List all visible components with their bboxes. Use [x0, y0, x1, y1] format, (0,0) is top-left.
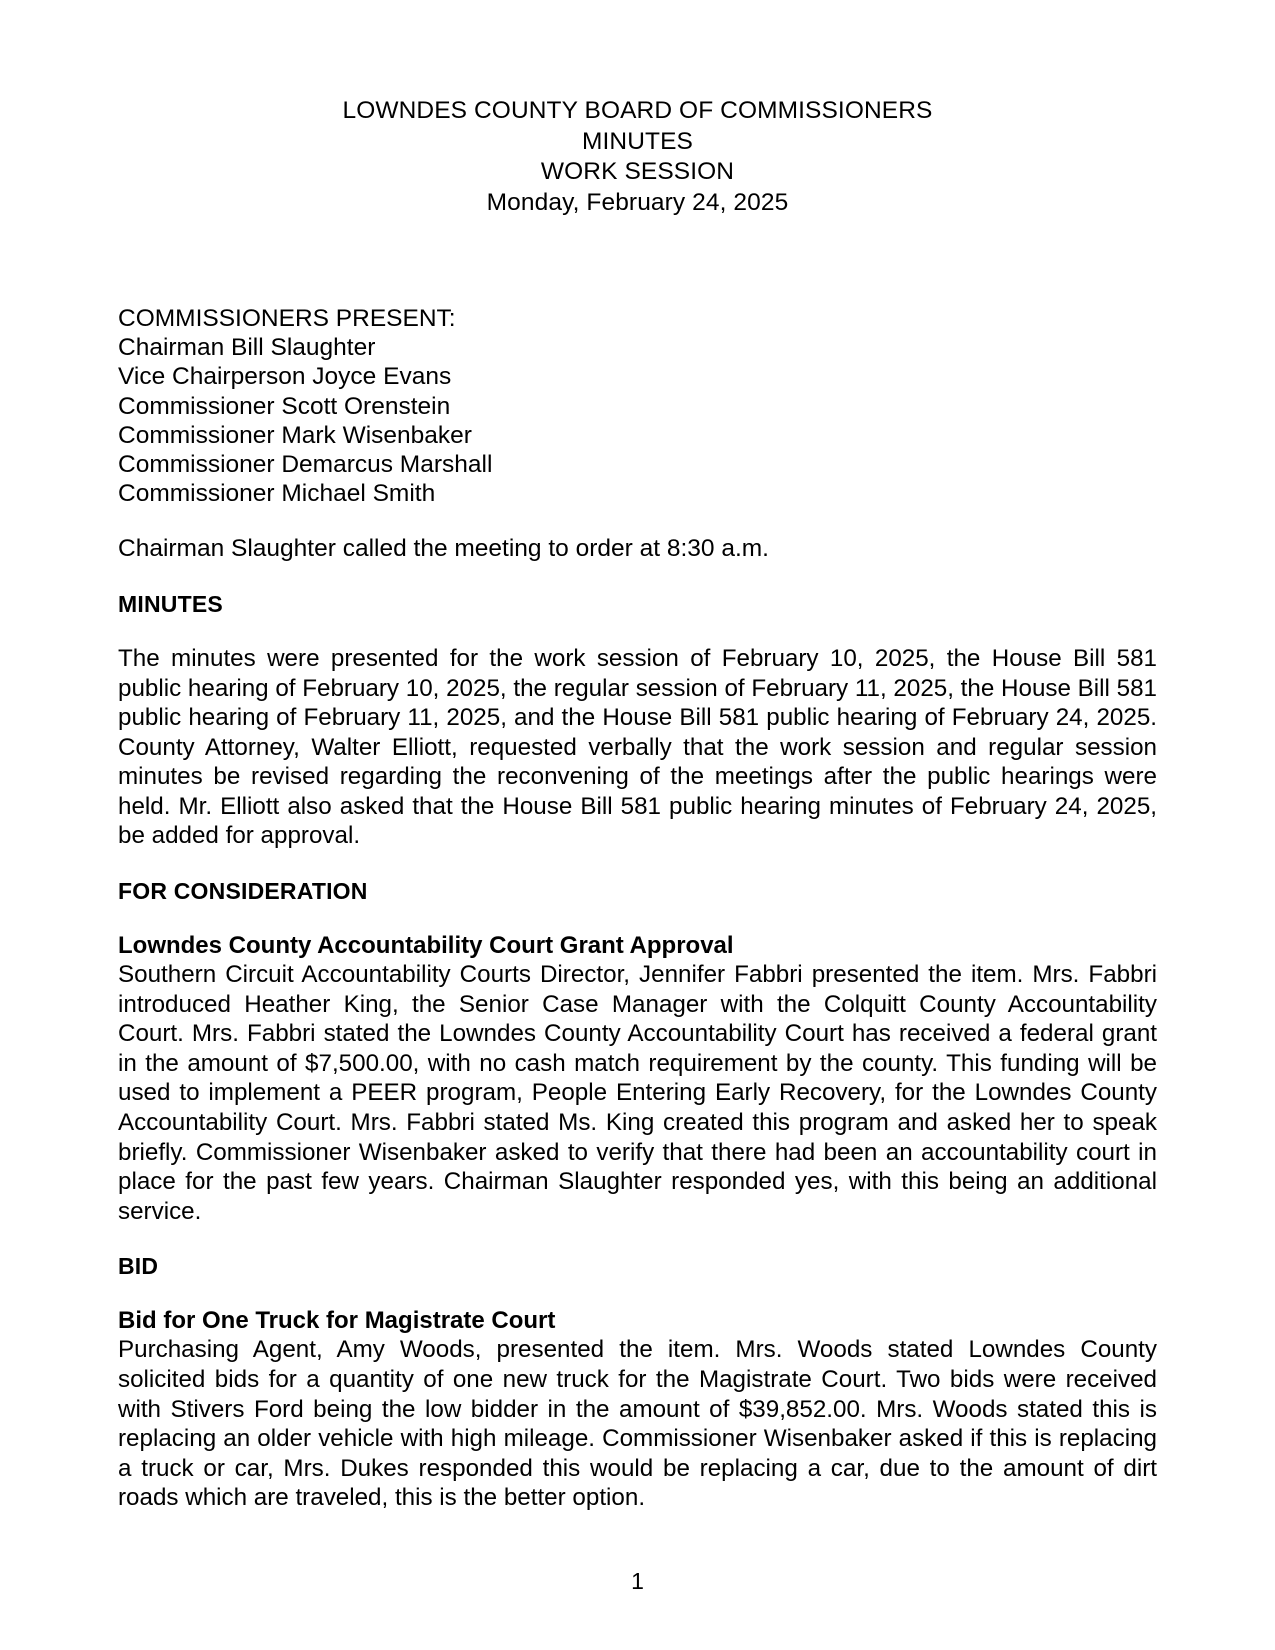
commissioner-entry: Commissioner Mark Wisenbaker — [118, 421, 472, 449]
page-number: 1 — [631, 1568, 644, 1594]
consideration-bid-spacer — [118, 1226, 1157, 1252]
commissioner-entry: Vice Chairperson Joyce Evans — [118, 363, 452, 391]
commissioners-present-block — [118, 304, 1157, 508]
commissioner-entry: Commissioner Scott Orenstein — [118, 392, 451, 420]
commissioner-entry: Chairman Bill Slaughter — [118, 334, 376, 362]
item-paragraph-bid-one-truck: Purchasing Agent, Amy Woods, presented the item. Mrs. Woods stated Lowndes County solicited bids for a quantity of one new truck for the Magistrate Court. Two bids were received with Stivers Ford being the low bidder in the amount of $39,852.00. Mrs. Woods stated this is replacing an older vehicle with high mileage. Commissioner Wisenbaker asked if this is replacing a truck or car, Mrs. Dukes responded this would be replacing a car, due to the amount of dirt roads which are traveled, this is the better option. — [118, 1336, 1157, 1512]
header-title-line-2: MINUTES — [582, 127, 693, 155]
call-to-order-line: Chairman Slaughter called the meeting to order at 8:30 a.m. — [118, 535, 769, 563]
commissioner-entry: Commissioner Michael Smith — [118, 480, 436, 508]
item-title-bid-one-truck: Bid for One Truck for Magistrate Court — [118, 1307, 556, 1335]
section-heading-for-consideration: FOR CONSIDERATION — [118, 878, 368, 905]
commissioner-entry: Commissioner Demarcus Marshall — [118, 451, 493, 479]
section-heading-minutes: MINUTES — [118, 590, 223, 617]
call-minutes-spacer — [118, 564, 1157, 590]
minutes-consideration-spacer — [118, 851, 1157, 877]
header-date-line: Monday, February 24, 2025 — [486, 188, 789, 216]
bid-heading-item-spacer — [118, 1280, 1157, 1306]
header-body-spacer — [118, 218, 1157, 304]
item-paragraph-accountability-court-grant: Southern Circuit Accountability Courts Director, Jennifer Fabbri presented the item. Mrs. Fabbri introduced Heather King, the Senior Case Manager with the Colquitt County Accountability Court. Mrs. Fabbri stated the Lowndes County Accountability Court has received a federal grant in the amount of $7,500.00, with no cash match requirement by the county. This funding will be used to implement a PEER program, People Entering Early Recovery, for the Lowndes County Accountability Court. Mrs. Fabbri stated Ms. King created this program and asked her to speak briefly. Commissioner Wisenbaker asked to verify that there had been an accountability court in place for the past few years. Chairman Slaughter responded yes, with this being an additional service. — [118, 961, 1157, 1225]
document-header — [118, 96, 1157, 218]
section-heading-bid: BID — [118, 1253, 159, 1280]
header-title-line-3: WORK SESSION — [540, 158, 735, 185]
consideration-heading-item-spacer — [118, 905, 1157, 931]
header-title-line-1: LOWNDES COUNTY BOARD OF COMMISSIONERS — [342, 97, 933, 124]
minutes-heading-body-spacer — [118, 618, 1157, 644]
item-title-accountability-court-grant: Lowndes County Accountability Court Grant Approval — [118, 932, 734, 960]
attendance-call-spacer — [118, 508, 1157, 534]
minutes-paragraph: The minutes were presented for the work session of February 10, 2025, the House Bill 581 public hearing of February 10, 2025, the regular session of February 11, 2025, the House Bill 581 public hearing of February 11, 2025, and the House Bill 581 public hearing of February 24, 2025. County Attorney, Walter Elliott, requested verbally that the work session and regular session minutes be revised regarding the reconvening of the meetings after the public hearings were held. Mr. Elliott also asked that the House Bill 581 public hearing minutes of February 24, 2025, be added for approval. — [118, 644, 1157, 850]
commissioners-present-heading: COMMISSIONERS PRESENT: — [118, 305, 456, 332]
